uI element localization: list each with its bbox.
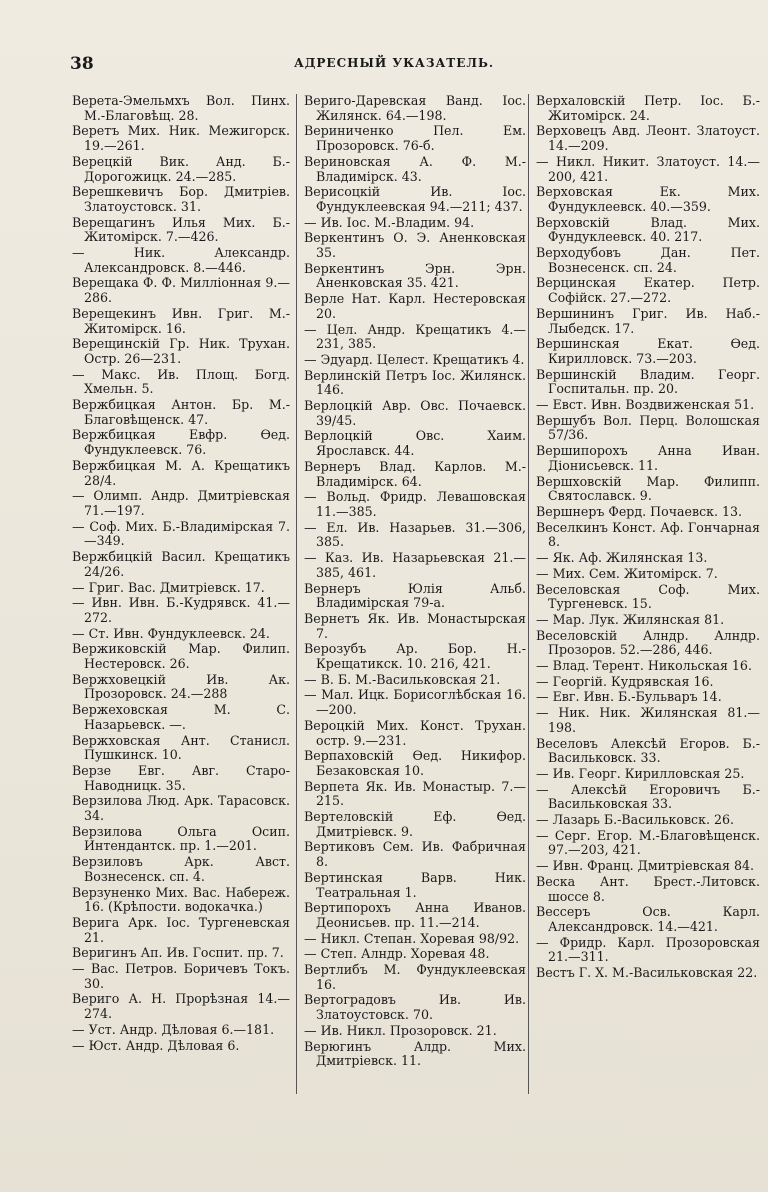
- directory-entry: Верховская Ек. Мих. Фундуклеевск. 40.—359.: [536, 184, 760, 214]
- directory-entry: — Георгій. Кудрявская 16.: [536, 673, 714, 689]
- directory-entry: Верещака Ф. Ф. Милліонная 9.—286.: [72, 275, 290, 306]
- directory-entry: Верига Арк. Іос. Тургеневская 21.: [72, 914, 290, 945]
- directory-entry: Вержховецкій Ив. Ак. Прозоровск. 24.—288: [72, 671, 290, 702]
- directory-entry: Верозубъ Ар. Бор. Н.-Крещатикск. 10. 216, 421.: [304, 641, 526, 672]
- directory-entry: Верисоцкій Ив. Іос. Фундуклеевская 94.—211; 437.: [304, 184, 526, 214]
- directory-entry: — Юст. Андр. Дѣловая 6.: [72, 1037, 240, 1053]
- directory-entry: Веселовъ Алексѣй Егоров. Б.-Васильковск. 33.: [536, 735, 760, 766]
- directory-entry: Вершубъ Вол. Перц. Волошская 57/36.: [536, 412, 760, 443]
- directory-entry: Вертлибъ М. Фундуклеевская 16.: [304, 962, 526, 992]
- page-number: 38: [70, 54, 94, 74]
- directory-entry: Вершховскій Мар. Филипп. Святославск. 9.: [536, 473, 760, 504]
- directory-entry: Верхаловскій Петр. Іос. Б.-Житомірск. 24.: [536, 94, 760, 123]
- directory-entry: Веселовская Соф. Мих. Тургеневск. 15.: [536, 581, 760, 612]
- directory-entry: Веретъ Мих. Ник. Межигорск. 19.—261.: [72, 123, 290, 154]
- directory-entry: Верзилова Ольга Осип. Интендантск. пр. 1.—201.: [72, 823, 290, 854]
- directory-entry: — Каз. Ив. Назарьевская 21.—385, 461.: [304, 550, 526, 580]
- directory-entry: Веркентинъ Эрн. Эрн. Аненковская 35. 421.: [304, 260, 526, 291]
- directory-entry: — Серг. Егор. М.-Благовѣщенск. 97.—203, 421.: [536, 827, 760, 858]
- directory-entry: — Ел. Ив. Назарьев. 31.—306, 385.: [304, 519, 526, 550]
- directory-entry: — Ив. Никл. Прозоровск. 21.: [304, 1022, 497, 1038]
- column-divider: [296, 94, 297, 1094]
- directory-entry: — Влад. Терент. Никольская 16.: [536, 658, 752, 674]
- directory-entry: Вернеръ Юлія Альб. Владимірская 79-а.: [304, 580, 526, 611]
- directory-entry: — Никл. Никит. Златоуст. 14.—200, 421.: [536, 153, 760, 184]
- directory-entry: Вершинскій Владим. Георг. Госпитальн. пр. 20.: [536, 366, 760, 397]
- directory-entry: Вертеловскій Еф. Ѳед. Дмитріевск. 9.: [304, 809, 526, 839]
- directory-entry: Верле Нат. Карл. Нестеровская 20.: [304, 291, 526, 321]
- directory-entry: — Евг. Ивн. Б.-Бульваръ 14.: [536, 689, 722, 705]
- directory-entry: Вероцкій Мих. Конст. Трухан. остр. 9.—231.: [304, 717, 526, 748]
- directory-entry: Верпаховскій Ѳед. Никифор. Безаковская 10.: [304, 748, 526, 778]
- page-header: [70, 54, 718, 74]
- directory-entry: Верховецъ Авд. Леонт. Златоуст. 14.—209.: [536, 123, 760, 154]
- directory-entry: Верзуненко Мих. Вас. Набереж. 16. (Крѣпости. водокачка.): [72, 884, 290, 915]
- directory-entry: Веселовскій Алндр. Алндр. Прозоров. 52.—286, 446.: [536, 627, 760, 658]
- directory-entry: Вериго А. Н. Прорѣзная 14.—274.: [72, 991, 290, 1022]
- directory-entry: — Макс. Ив. Площ. Богд. Хмельн. 5.: [72, 366, 290, 397]
- directory-entry: Вержбицкая М. А. Крещатикъ 28/4.: [72, 457, 290, 488]
- directory-entry: Верзе Евг. Авг. Старо-Наводницк. 35.: [72, 762, 290, 793]
- directory-entry: — Вас. Петров. Боричевъ Токъ. 30.: [72, 961, 290, 991]
- directory-entry: — Степ. Алндр. Хоревая 48.: [304, 946, 490, 962]
- column-divider: [528, 94, 529, 1094]
- directory-entry: Верещекинъ Ивн. Григ. М.-Житоміpск. 16.: [72, 305, 290, 336]
- address-column-1: [72, 94, 290, 1179]
- directory-entry: Вержховская Ант. Станисл. Пушкинск. 10.: [72, 732, 290, 763]
- directory-entry: Вержеховская М. С. Назарьевск. —.: [72, 702, 290, 732]
- directory-entry: — Ивн. Ивн. Б.-Кудрявск. 41.—272.: [72, 595, 290, 625]
- directory-entry: — Ст. Ивн. Фундуклеевск. 24.: [72, 625, 270, 641]
- directory-entry: Вершинская Екат. Ѳед. Кирилловск. 73.—203.: [536, 336, 760, 366]
- directory-entry: — Ник. Александр. Александровск. 8.—446.: [72, 245, 290, 275]
- directory-entry: — Олимп. Андр. Дмитріевская 71.—197.: [72, 488, 290, 518]
- directory-entry: Вертоградовъ Ив. Ив. Златоустовск. 70.: [304, 992, 526, 1023]
- directory-entry: Вершипорохъ Анна Иван. Діонисьевск. 11.: [536, 443, 760, 473]
- directory-entry: Верещинскій Гр. Ник. Трухан. Остр. 26—231.: [72, 336, 290, 366]
- directory-entry: Верлинскій Петръ Іос. Жилянск. 146.: [304, 367, 526, 398]
- directory-entry: Вериновская А. Ф. М.-Владимірск. 43.: [304, 153, 526, 184]
- directory-entry: Вернеръ Влад. Карлов. М.-Владимірск. 64.: [304, 458, 526, 489]
- directory-entry: Вержбицкая Евфр. Ѳед. Фундуклеевск. 76.: [72, 427, 290, 458]
- directory-entry: Верета-Эмельмхъ Вол. Пинх. М.-Благовѣщ. 28.: [72, 94, 290, 123]
- directory-entry: Верзилова Люд. Арк. Тарасовск. 34.: [72, 793, 290, 824]
- directory-entry: Вериго-Даревская Ванд. Іос. Жилянск. 64.—198.: [304, 94, 526, 123]
- directory-entry: — В. Б. М.-Васильковская 21.: [304, 671, 501, 687]
- directory-entry: Верещагинъ Илья Мих. Б.-Житомірск. 7.—426.: [72, 214, 290, 245]
- directory-entry: Верцинская Екатер. Петр. Софійск. 27.—272.: [536, 275, 760, 306]
- directory-entry: — Соф. Мих. Б.-Владимірская 7.—349.: [72, 518, 290, 549]
- directory-entry: — Вольд. Фридр. Левашовская 11.—385.: [304, 489, 526, 519]
- directory-entry: Верховскій Влад. Мих. Фундуклеевск. 40. 217.: [536, 214, 760, 245]
- directory-entry: Вериниченко Пел. Ем. Прозоровск. 76-б.: [304, 123, 526, 154]
- directory-entry: Вержбицкій Васил. Крещатикъ 24/26.: [72, 549, 290, 579]
- directory-entry: — Фридр. Карл. Прозоровская 21.—311.: [536, 934, 760, 965]
- directory-entry: — Эдуард. Целест. Крещатикъ 4.: [304, 351, 525, 367]
- directory-entry: — Цел. Андр. Крещатикъ 4.—231, 385.: [304, 321, 526, 352]
- directory-entry: Вессеръ Осв. Карл. Александровск. 14.—421.: [536, 904, 760, 934]
- directory-entry: Верлоцкій Авр. Овс. Почаевск. 39/45.: [304, 398, 526, 428]
- directory-entry: — Лазарь Б.-Васильковск. 26.: [536, 812, 734, 828]
- directory-entry: Веригинъ Ап. Ив. Госпит. пр. 7.: [72, 945, 284, 961]
- directory-entry: Верюгинъ Алдр. Мих. Дмитріевск. 11.: [304, 1038, 526, 1069]
- directory-entry: — Ив. Іос. М.-Владим. 94.: [304, 214, 475, 230]
- directory-entry: — Алексѣй Егоровичъ Б.-Васильковская 33.: [536, 781, 760, 812]
- address-column-3: [536, 94, 760, 1179]
- directory-entry: Верлоцкій Овс. Хаим. Ярославск. 44.: [304, 428, 526, 459]
- directory-entry: Верходубовъ Дан. Пет. Вознесенск. сп. 24.: [536, 245, 760, 275]
- directory-entry: Вертиковъ Сем. Ив. Фабричная 8.: [304, 839, 526, 870]
- directory-entry: — Ник. Ник. Жилянская 81.—198.: [536, 705, 760, 735]
- directory-entry: Вержбицкая Антон. Бр. М.-Благовѣщенск. 47.: [72, 397, 290, 427]
- directory-entry: Вестъ Г. Х. М.-Васильковская 22.: [536, 965, 758, 981]
- directory-entry: — Мал. Ицк. Борисоглѣбская 16.—200.: [304, 687, 526, 718]
- directory-entry: — Евст. Ивн. Воздвиженская 51.: [536, 397, 755, 413]
- address-columns: [72, 94, 768, 1184]
- directory-entry: — Ив. Георг. Кирилловская 25.: [536, 765, 745, 781]
- directory-entry: Вертипорохъ Анна Иванов. Деонисьев. пр. 11.—214.: [304, 900, 526, 930]
- directory-entry: — Мих. Сем. Житомірск. 7.: [536, 565, 718, 581]
- directory-entry: Веркентинъ О. Э. Аненковская 35.: [304, 230, 526, 261]
- directory-entry: — Григ. Вас. Дмитріевск. 17.: [72, 579, 265, 595]
- directory-entry: Веселкинъ Конст. Аф. Гончарная 8.: [536, 519, 760, 550]
- directory-entry: — Никл. Степан. Хоревая 98/92.: [304, 930, 520, 946]
- directory-entry: Вержиковскій Мар. Филип. Нестеровск. 26.: [72, 641, 290, 672]
- directory-entry: — Уст. Андр. Дѣловая 6.—181.: [72, 1021, 275, 1037]
- directory-entry: — Як. Аф. Жилянская 13.: [536, 550, 708, 566]
- directory-entry: Вершнеръ Ферд. Почаевск. 13.: [536, 503, 743, 519]
- directory-entry: Верецкій Вик. Анд. Б.-Дорогожицк. 24.—285.: [72, 153, 290, 184]
- address-column-2: [304, 94, 526, 1179]
- directory-entry: Верзиловъ Арк. Авст. Вознесенск. сп. 4.: [72, 854, 290, 884]
- directory-entry: Вертинская Варв. Ник. Театральная 1.: [304, 869, 526, 900]
- directory-entry: Верешкевичъ Бор. Дмитріев. Златоустовск. 31.: [72, 184, 290, 214]
- running-title: АДРЕСНЫЙ УКАЗАТЕЛЬ.: [293, 56, 495, 70]
- directory-entry: Веска Ант. Брест.-Литовск. шоссе 8.: [536, 873, 760, 904]
- directory-entry: Вернетъ Як. Ив. Монастырская 7.: [304, 610, 526, 641]
- directory-entry: Вершининъ Григ. Ив. Наб.-Лыбедск. 17.: [536, 305, 760, 336]
- directory-entry: — Ивн. Франц. Дмитріевская 84.: [536, 858, 755, 874]
- directory-entry: — Мар. Лук. Жилянская 81.: [536, 611, 725, 627]
- directory-entry: Верпета Як. Ив. Монастыр. 7.—215.: [304, 778, 526, 809]
